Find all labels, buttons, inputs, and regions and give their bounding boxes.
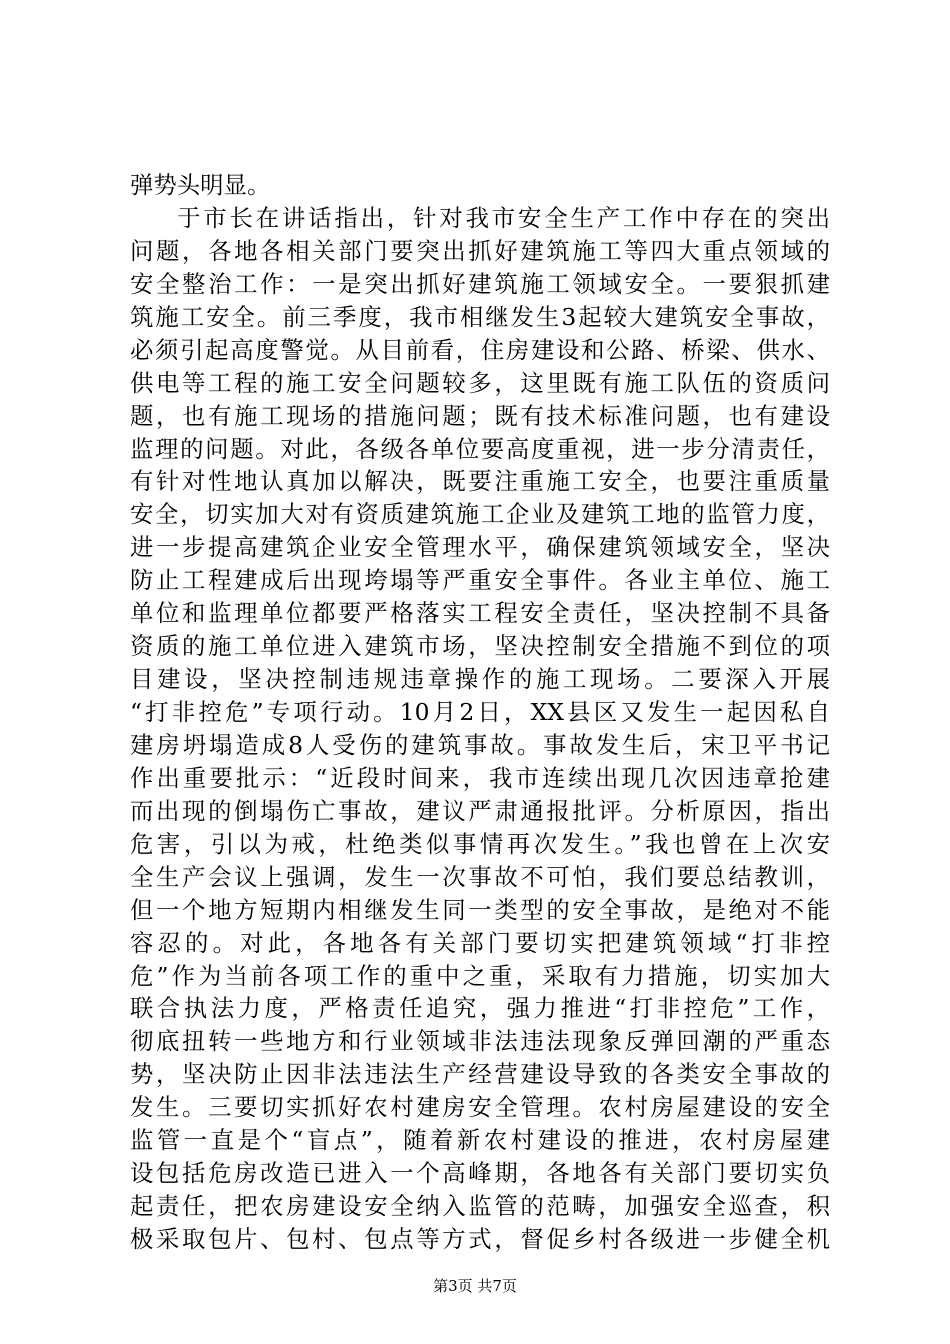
text-line: 防止工程建成后出现垮塌等严重安全事件。各业主单位、施工 — [130, 566, 830, 594]
text-line: 问题，各地各相关部门要突出抓好建筑施工等四大重点领域的 — [130, 237, 830, 265]
text-line: 目建设，坚决控制违规违章操作的施工现场。二要深入开展 — [130, 665, 830, 693]
text-line: 容忍的。对此，各地各有关部门要切实把建筑领域“打非控 — [130, 929, 830, 957]
text-line: 设包括危房改造已进入一个高峰期，各地各有关部门要切实负 — [130, 1159, 830, 1187]
page-number: 第3页 共7页 — [433, 1277, 517, 1295]
text-line: 危”作为当前各项工作的重中之重，采取有力措施，切实加大 — [130, 962, 830, 990]
text-line: 筑施工安全。前三季度，我市相继发生3起较大建筑安全事故， — [130, 303, 830, 331]
text-line: 安全整治工作：一是突出抓好建筑施工领域安全。一要狠抓建 — [130, 270, 830, 298]
text-line: 监理的问题。对此，各级各单位要高度重视，进一步分清责任， — [130, 435, 830, 463]
text-line: 全生产会议上强调，发生一次事故不可怕，我们要总结教训， — [130, 863, 830, 891]
text-line: 进一步提高建筑企业安全管理水平，确保建筑领域安全，坚决 — [130, 533, 830, 561]
text-line: 建房坍塌造成8人受伤的建筑事故。事故发生后，宋卫平书记 — [130, 731, 830, 759]
text-line: 必须引起高度警觉。从目前看，住房建设和公路、桥梁、供水、 — [130, 336, 830, 364]
text-line: 有针对性地认真加以解决，既要注重施工安全，也要注重质量 — [130, 467, 830, 495]
text-line: 单位和监理单位都要严格落实工程安全责任，坚决控制不具备 — [130, 599, 830, 627]
text-line: 彻底扭转一些地方和行业领域非法违法现象反弹回潮的严重态 — [130, 1027, 830, 1055]
text-line: 安全，切实加大对有资质建筑施工企业及建筑工地的监管力度， — [130, 500, 830, 528]
text-line: 资质的施工单位进入建筑市场，坚决控制安全措施不到位的项 — [130, 632, 830, 660]
text-line: 监管一直是个“盲点”，随着新农村建设的推进，农村房屋建 — [130, 1126, 830, 1154]
text-line: 联合执法力度，严格责任追究，强力推进“打非控危”工作， — [130, 994, 830, 1022]
text-line: 极采取包片、包村、包点等方式，督促乡村各级进一步健全机 — [130, 1225, 830, 1253]
text-line: “打非控危”专项行动。10月2日，XX县区又发生一起因私自 — [130, 698, 830, 726]
text-line: 发生。三要切实抓好农村建房安全管理。农村房屋建设的安全 — [130, 1093, 830, 1121]
text-line: 供电等工程的施工安全问题较多，这里既有施工队伍的资质问 — [130, 369, 830, 397]
text-line: 势，坚决防止因非法违法生产经营建设导致的各类安全事故的 — [130, 1060, 830, 1088]
text-line: 危害，引以为戒，杜绝类似事情再次发生。”我也曾在上次安 — [130, 830, 830, 858]
text-line: 作出重要批示：“近段时间来，我市连续出现几次因违章抢建 — [130, 764, 830, 792]
text-line: 题，也有施工现场的措施问题；既有技术标准问题，也有建设 — [130, 402, 830, 430]
text-line: 但一个地方短期内相继发生同一类型的安全事故，是绝对不能 — [130, 896, 830, 924]
text-line: 弹势头明显。 — [130, 171, 271, 199]
text-line: 于市长在讲话指出，针对我市安全生产工作中存在的突出 — [177, 204, 830, 232]
text-line: 起责任，把农房建设安全纳入监管的范畴，加强安全巡查，积 — [130, 1192, 830, 1220]
text-line: 而出现的倒塌伤亡事故，建议严肃通报批评。分析原因，指出 — [130, 797, 830, 825]
